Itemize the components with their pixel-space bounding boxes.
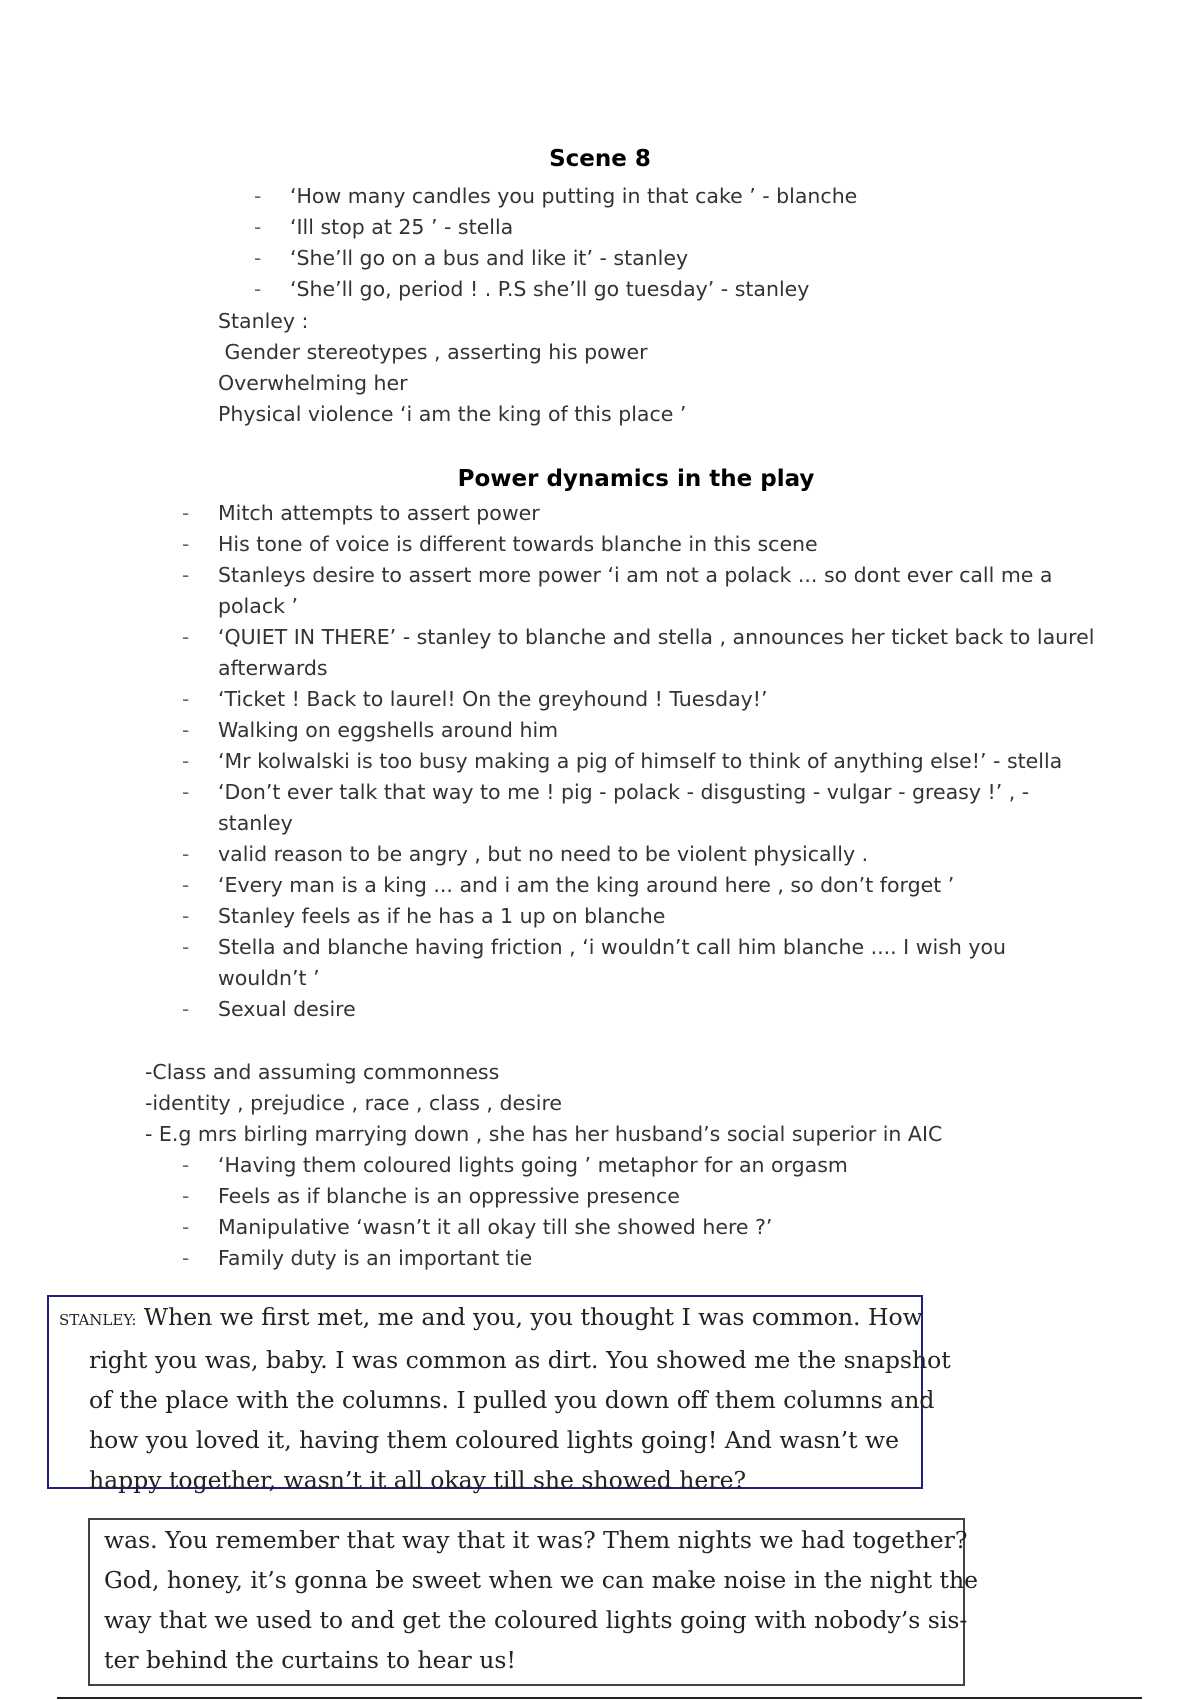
list-item: - ‘How many candles you putting in that cake ’ - blanche: [290, 181, 1170, 212]
stanley-quote-box: [47, 1295, 951, 1494]
theme-line: -identity , prejudice , race , class , desire: [145, 1091, 563, 1115]
list-item: - ‘Mr kolwalski is too busy making a pig of himself to think of anything else!’ - stella: [218, 746, 1098, 777]
stanley-note: Overwhelming her: [218, 371, 408, 395]
section-heading: Power dynamics in the play: [457, 466, 815, 492]
list-item: - Stella and blanche having friction , ‘i wouldn’t call him blanche .... I wish you wouldn’t ’: [218, 932, 1098, 994]
quote-line: right you was, baby. I was common as dirt. You showed me the snapshot: [89, 1346, 951, 1374]
list-item: - Stanley feels as if he has a 1 up on blanche: [218, 901, 1098, 932]
quote-line: was. You remember that way that it was? Them nights we had together?: [104, 1526, 968, 1554]
list-item: - ‘She’ll go on a bus and like it’ - stanley: [290, 243, 1170, 274]
quote-line: way that we used to and get the coloured lights going with nobody’s sis-: [104, 1606, 968, 1634]
power-dynamics-list: [218, 498, 1098, 1025]
stanley-note: Gender stereotypes , asserting his power: [218, 340, 648, 364]
list-item: - ‘Don’t ever talk that way to me ! pig - polack - disgusting - vulgar - greasy !’ , - stanley: [218, 777, 1098, 839]
quote-text: When we first met, me and you, you thought I was common. How: [143, 1303, 923, 1331]
stanley-note: Physical violence ‘i am the king of this place ’: [218, 402, 687, 426]
list-item: - His tone of voice is different towards blanche in this scene: [218, 529, 1098, 560]
quote-line: happy together, wasn’t it all okay till she showed here?: [89, 1466, 747, 1494]
list-item: - valid reason to be angry , but no need to be violent physically .: [218, 839, 1098, 870]
analysis-list: [218, 1150, 1098, 1274]
quote-line: God, honey, it’s gonna be sweet when we can make noise in the night the: [104, 1566, 979, 1594]
list-item: - Sexual desire: [218, 994, 1098, 1025]
list-item: - Feels as if blanche is an oppressive presence: [218, 1181, 1098, 1212]
list-item: - ‘Ill stop at 25 ’ - stella: [290, 212, 1170, 243]
quote-line: ter behind the curtains to hear us!: [104, 1646, 516, 1674]
theme-line: - E.g mrs birling marrying down , she has her husband’s social superior in AIC: [145, 1122, 943, 1146]
list-item: - Family duty is an important tie: [218, 1243, 1098, 1274]
scene-quote-list: [290, 181, 1170, 305]
continuation-quote-box: [88, 1518, 979, 1686]
quote-line: how you loved it, having them coloured lights going! And wasn’t we: [89, 1426, 900, 1454]
list-item: - Manipulative ‘wasn’t it all okay till she showed here ?’: [218, 1212, 1098, 1243]
theme-line: -Class and assuming commonness: [145, 1060, 500, 1084]
scene-title: Scene 8: [549, 146, 651, 172]
quote-line: [59, 1297, 923, 1340]
list-item: - ‘She’ll go, period ! . P.S she’ll go tuesday’ - stanley: [290, 274, 1170, 305]
list-item: - Mitch attempts to assert power: [218, 498, 1098, 529]
speaker-label: STANLEY:: [59, 1311, 137, 1329]
list-item: - ‘QUIET IN THERE’ - stanley to blanche and stella , announces her ticket back to laurel afterwards: [218, 622, 1098, 684]
list-item: - Stanleys desire to assert more power ‘i am not a polack ... so dont ever call me a polack ’: [218, 560, 1098, 622]
page-divider: [57, 1697, 1142, 1699]
list-item: - Walking on eggshells around him: [218, 715, 1098, 746]
list-item: - ‘Having them coloured lights going ’ metaphor for an orgasm: [218, 1150, 1098, 1181]
stanley-heading: Stanley :: [218, 309, 309, 333]
quote-line: of the place with the columns. I pulled you down off them columns and: [89, 1386, 935, 1414]
list-item: - ‘Ticket ! Back to laurel! On the greyhound ! Tuesday!’: [218, 684, 1098, 715]
list-item: - ‘Every man is a king ... and i am the king around here , so don’t forget ’: [218, 870, 1098, 901]
